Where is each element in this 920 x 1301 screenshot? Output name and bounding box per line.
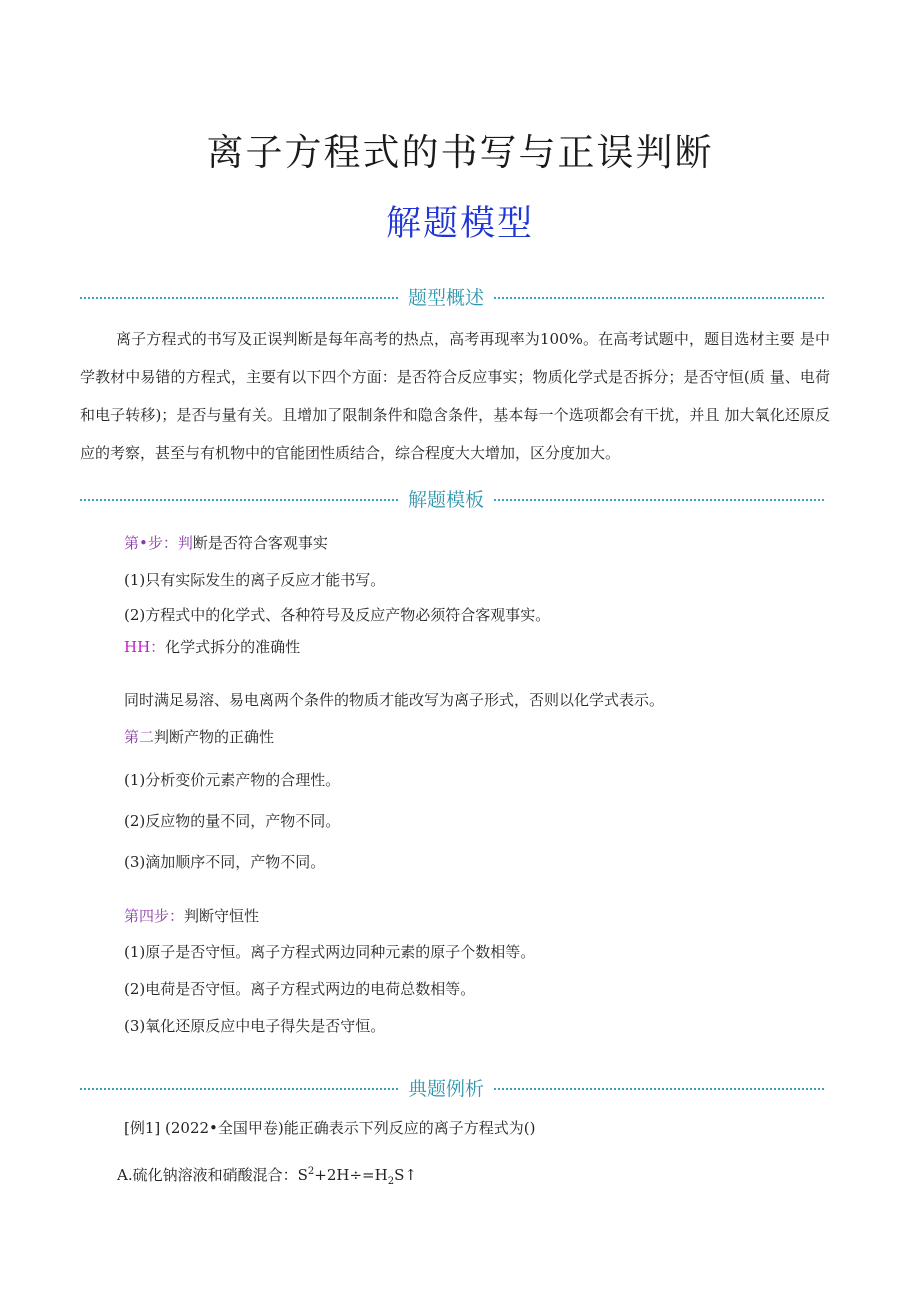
dotted-rule — [80, 297, 398, 299]
section-label: 题型概述 — [407, 287, 484, 309]
step3-item: (3)滴加顺序不同，产物不同。 — [124, 853, 326, 871]
section-header-template — [80, 485, 824, 511]
step1-text: 断是否符合客观事实 — [192, 534, 328, 552]
step3-item: (1)分析变价元素产物的合理性。 — [124, 771, 341, 789]
example-question: [例1] (2022•全国甲卷)能正确表示下列反应的离子方程式为() — [124, 1119, 536, 1137]
step1-heading — [124, 532, 328, 553]
option-a-end: S↑ — [394, 1166, 417, 1184]
step2-heading — [124, 636, 300, 657]
example-option-a — [117, 1164, 417, 1187]
dotted-rule — [494, 499, 824, 501]
option-a-subscript: 2 — [387, 1176, 395, 1187]
step4-item: (2)电荷是否守恒。离子方程式两边的电荷总数相等。 — [124, 980, 476, 998]
step2-body: 同时满足易溶、易电离两个条件的物质才能改写为离子形式，否则以化学式表示。 — [124, 691, 665, 709]
step4-heading — [124, 905, 259, 926]
option-a-superscript: 2 — [307, 1166, 315, 1177]
step4-item: (1)原子是否守恒。离子方程式两边同种元素的原子个数相等。 — [124, 943, 536, 961]
step1-item: (2)方程式中的化学式、各种符号及反应产物必须符合客观事实。 — [124, 606, 551, 624]
step2-text: 化学式拆分的准确性 — [165, 638, 301, 656]
option-a-prefix: A.硫化钠溶液和硝酸混合：S — [117, 1166, 308, 1184]
step3-text: 判断产物的正确性 — [154, 728, 275, 746]
dotted-rule — [494, 1088, 824, 1090]
step4-item: (3)氧化还原反应中电子得失是否守恒。 — [124, 1017, 386, 1035]
step4-label: 第四步： — [124, 907, 185, 925]
step4-text: 判断守恒性 — [184, 907, 260, 925]
page-title: 离子方程式的书写与正误判断 — [206, 131, 714, 174]
option-a-middle: +2H÷=H — [314, 1166, 388, 1184]
dotted-rule — [80, 499, 398, 501]
dotted-rule — [494, 297, 824, 299]
section-header-examples — [80, 1074, 824, 1100]
step1-label: 第•步：判 — [124, 534, 193, 552]
dotted-rule — [80, 1088, 398, 1090]
section-label: 典题例析 — [407, 1078, 484, 1100]
overview-paragraph: 离子方程式的书写及正误判断是每年高考的热点，高考再现率为100%。在高考试题中，题目选材主要 是中学教材中易错的方程式，主要有以下四个方面：是否符合反应事实；物质化学式是否拆分；是否守恒(质 量、电荷和电子转移)；是否与量有关。且增加了限制条件和隐含条件，基本每一个选项都会有干扰，并且 加大氧化还原反应的考察，甚至与有机物中的官能团性质结合，综合程度大大增加，区分度加大。 — [80, 330, 830, 462]
step3-heading — [124, 726, 274, 747]
step1-item: (1)只有实际发生的离子反应才能书写。 — [124, 571, 386, 589]
section-header-overview — [80, 283, 824, 309]
step2-label: HH： — [124, 638, 166, 656]
page-subtitle: 解题模型 — [385, 204, 534, 244]
step3-label: 第二 — [124, 728, 155, 746]
step3-item: (2)反应物的量不同，产物不同。 — [124, 812, 341, 830]
section-label: 解题模板 — [407, 489, 484, 511]
